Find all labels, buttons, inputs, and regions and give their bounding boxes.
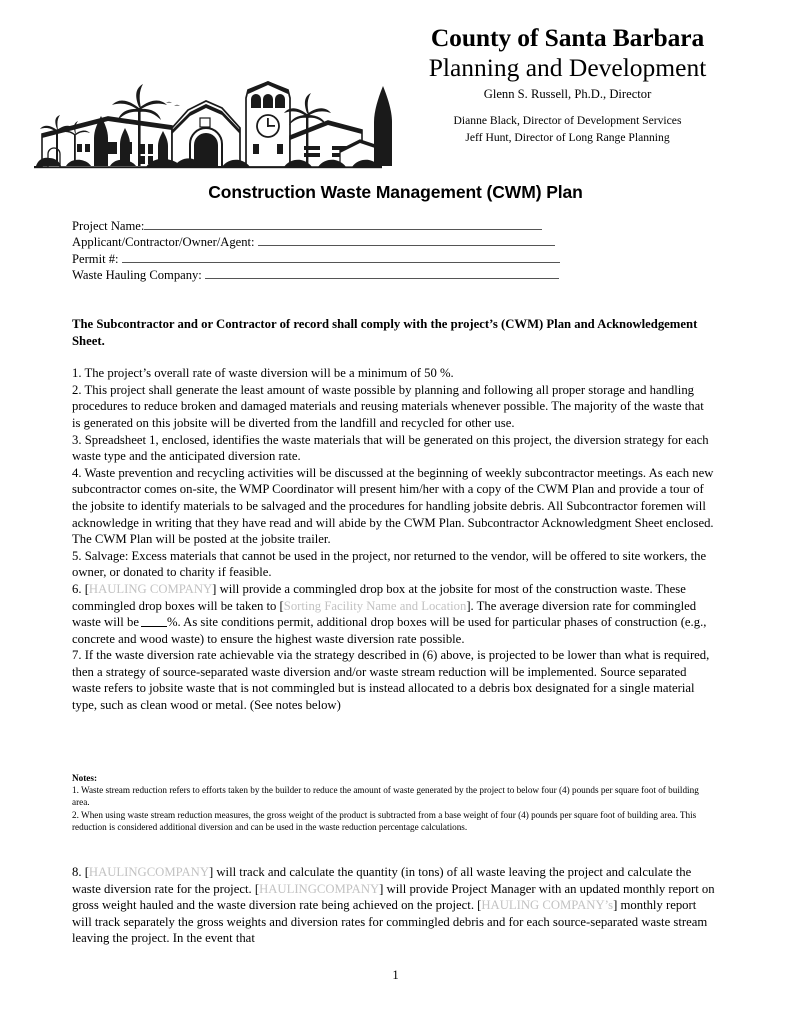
plan-item-2: 2. This project shall generate the least amount of waste possible by planning and following all proper storage and handling procedures to reduce broken and damaged materials and reusing materials whenever possible. The majority of the waste that is generated on this jobsite will be diverted from the landfill and recycled for other use.: [72, 382, 704, 430]
note-2: 2. When using waste stream reduction measures, the gross weight of the product is subtracted from a base weight of four (4) pounds per square foot of building area. This reduction is considered additional diversion and can be used in the waste reduction percentage calculations.: [72, 809, 697, 832]
page-title: Construction Waste Management (CWM) Plan: [208, 182, 583, 202]
plan-item-5: 5. Salvage: Excess materials that cannot be used in the project, nor returned to the vendor, will be offered to site workers, the owner, or donated to charity if feasible.: [72, 548, 707, 580]
subdirector-line-1: Dianne Black, Director of Development Services: [453, 114, 682, 127]
form-row-applicant: [72, 234, 712, 250]
form-row-project-name: [72, 218, 712, 234]
hauling-company-placeholder-4[interactable]: HAULING COMPANY’s: [481, 898, 614, 913]
item8-segment-2: ] will provide Project Manager with an updated monthly report on gross weight hauled and the waste diversion rate being achieved on the project. [: [72, 881, 715, 913]
director-line: Glenn S. Russell, Ph.D., Director: [483, 87, 652, 101]
notes-section: [72, 772, 715, 833]
header-titles: [395, 22, 740, 146]
form-row-hauling-company: [72, 267, 712, 283]
plan-item-6: [72, 581, 715, 647]
notes-heading: Notes:: [72, 773, 98, 783]
item6-segment-3: %. As site conditions permit, additional drop boxes will be used for particular phases of construction (e.g., concrete and wood waste) to ensure the highest waste diversion rate possible.: [72, 615, 707, 646]
item8-segment-3: ] monthly report will track separately the gross weights and diversion rates for commingled debris and for each source-separated waste stream leaving the project. In the event that: [72, 898, 708, 946]
plan-body: [72, 316, 715, 714]
applicant-label: Applicant/Contractor/Owner/Agent:: [72, 235, 255, 250]
item6-number: 6. [: [72, 581, 89, 596]
note-1: 1. Waste stream reduction refers to efforts taken by the builder to reduce the amount of waste generated by the project to below four (4) pounds per square foot of building area.: [72, 785, 699, 808]
hauling-company-placeholder-3[interactable]: HAULINGCOMPANY: [259, 881, 380, 896]
plan-item-7: 7. If the waste diversion rate achievable via the strategy described in (6) above, is projected to be lower than what is required, then a strategy of source-separated waste diversion and/or waste stream reduction will be implemented. Source separated waste refers to jobsite waste that is not commingled but is instead allocated to a debris box designated for a single material type, such as clean wood or metal. (See notes below): [72, 648, 710, 713]
plan-item-8: [72, 864, 715, 947]
applicant-input[interactable]: [258, 234, 555, 246]
county-name: County of Santa Barbara: [430, 23, 705, 52]
project-name-input[interactable]: [144, 218, 542, 230]
item6-segment-2: ]. The average diversion rate for commingled waste will be: [72, 598, 697, 630]
santa-barbara-courthouse-icon: [22, 68, 394, 186]
item8-segment-1: ] will track and calculate the quantity (in tons) of all waste leaving the project and calculate the waste diversion rate for the project. [: [72, 865, 692, 896]
permit-label: Permit #:: [72, 251, 119, 266]
form-row-permit: [72, 251, 712, 267]
permit-input[interactable]: [122, 251, 560, 263]
hauling-company-input[interactable]: [205, 267, 559, 279]
compliance-statement: The Subcontractor and or Contractor of record shall comply with the project’s (CWM) Plan and Acknowledgement Sheet.: [72, 317, 698, 348]
hauling-company-placeholder-1[interactable]: HAULING COMPANY: [88, 581, 213, 596]
hauling-company-label: Waste Hauling Company:: [72, 268, 202, 283]
plan-body-continued: [72, 864, 715, 947]
item8-number: 8. [: [72, 865, 89, 879]
department-name: Planning and Development: [428, 53, 707, 82]
hauling-company-placeholder-2[interactable]: HAULINGCOMPANY: [88, 865, 209, 879]
page-number-footer: 1: [392, 968, 399, 982]
document-header: [0, 22, 791, 172]
plan-item-3: 3. Spreadsheet 1, enclosed, identifies the waste materials that will be generated on this project, the diversion strategy for each waste type and the anticipated diversion rate.: [72, 432, 709, 464]
diversion-rate-blank[interactable]: [141, 616, 167, 627]
plan-item-4: 4. Waste prevention and recycling activities will be discussed at the beginning of weekly subcontractor meetings. As each new subcontractor comes on-site, the WMP Coordinator will present him/her with a copy of the CWM Plan and provide a tour of the jobsite to identify materials to be salvaged and the procedures for handling jobsite debris. All Subcontractor foremen will acknowledge in writing that they have read and will abide by the CWM Plan. Subcontractor Acknowledgment Sheet enclosed. The CWM Plan will be posted at the jobsite trailer.: [72, 465, 714, 547]
item6-segment-1: ] will provide a commingled drop box at the jobsite for most of the construction waste. These commingled drop boxes will be taken to [: [72, 581, 686, 613]
plan-item-1: 1. The project’s overall rate of waste diversion will be a minimum of 50 %.: [72, 366, 454, 381]
sorting-facility-placeholder[interactable]: Sorting Facility Name and Location: [283, 598, 467, 613]
project-name-label: Project Name:: [72, 219, 145, 233]
subdirector-line-2: Jeff Hunt, Director of Long Range Planning: [465, 130, 670, 144]
project-info-form: [72, 218, 712, 284]
